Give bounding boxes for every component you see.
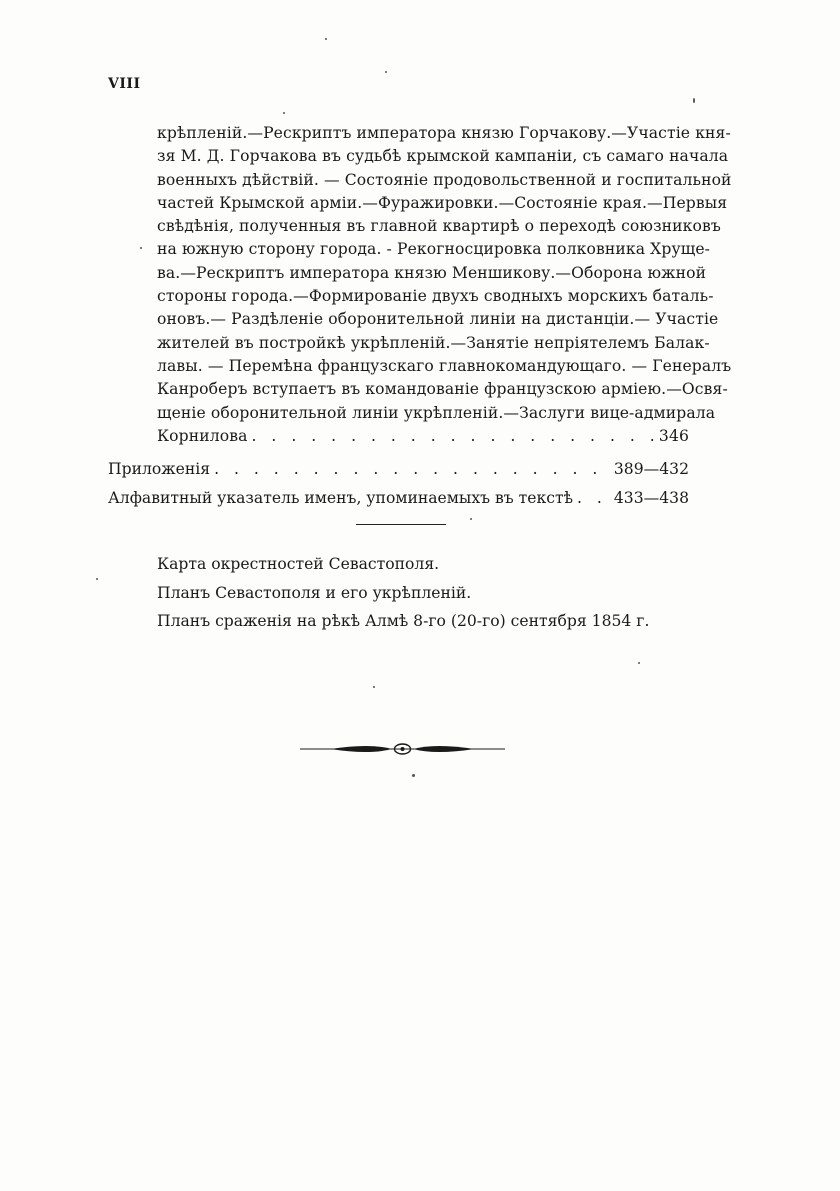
paper-speck xyxy=(140,247,142,249)
toc-entries xyxy=(108,455,689,513)
page-number: VIII xyxy=(108,76,141,92)
paragraph-line: жителей въ постройкѣ укрѣпленій.—Занятіе непріятелемъ Балак- xyxy=(157,333,710,352)
paper-speck xyxy=(693,98,695,103)
toc-entry-title: Алфавитный указатель именъ, упоминаемыхъ въ текстѣ xyxy=(108,489,574,507)
paragraph-line: лавы. — Перемѣна французскаго главнокомандующаго. — Генералъ xyxy=(157,356,732,375)
paragraph-line: свѣдѣнія, полученныя въ главной квартирѣ о переходѣ союзниковъ xyxy=(157,217,721,236)
map-item: Карта окрестностей Севастополя. xyxy=(157,555,440,573)
maps-list xyxy=(157,550,649,636)
paper-speck xyxy=(283,112,285,114)
paragraph-line: оновъ.— Раздѣленіе оборонительной линіи на дистанціи.— Участіе xyxy=(157,310,719,329)
paragraph-line: частей Крымской арміи.—Фуражировки.—Состояніе края.—Первыя xyxy=(157,193,728,212)
paper-speck xyxy=(638,662,640,664)
paragraph-line: щеніе оборонительной линіи укрѣпленій.—Заслуги вице-адмирала xyxy=(157,403,716,422)
section-divider xyxy=(356,524,446,525)
paper-speck xyxy=(325,38,327,40)
map-item: Планъ Севастополя и его укрѣпленій. xyxy=(157,583,472,602)
contents-paragraph xyxy=(157,122,732,448)
paper-speck xyxy=(373,686,375,688)
paragraph-line: стороны города.—Формированіе двухъ сводныхъ морскихъ баталь- xyxy=(157,287,714,306)
map-item: Планъ сраженія на рѣкѣ Алмѣ 8-го (20-го) сентября 1854 г. xyxy=(157,612,650,630)
paragraph-line: крѣпленій.—Рескриптъ императора князю Горчакову.—Участіе кня- xyxy=(157,124,731,142)
paragraph-line: зя М. Д. Горчакова въ судьбѣ крымской кампаніи, съ самаго начала xyxy=(157,147,729,166)
paper-speck xyxy=(412,774,415,777)
leader-dots xyxy=(210,455,614,484)
toc-page-number: 389—432 xyxy=(613,460,689,478)
ornament-tailpiece-icon xyxy=(300,738,505,760)
paper-speck xyxy=(470,518,472,520)
toc-page-number: 346 xyxy=(658,426,689,445)
toc-page-number: 433—438 xyxy=(613,489,689,507)
toc-row-appendices xyxy=(108,455,689,484)
paragraph-line: военныхъ дѣйствій. — Состояніе продовольственной и госпитальной xyxy=(157,170,732,189)
paragraph-line: на южную сторону города. - Рекогносцировка полковника Хруще- xyxy=(157,240,711,259)
paragraph-line: Канроберъ вступаетъ въ командованіе французскою арміею.—Освя- xyxy=(157,380,728,399)
toc-entry-title: Приложенія xyxy=(108,460,211,478)
toc-entry-title: Корнилова xyxy=(157,426,248,445)
paper-speck xyxy=(96,578,98,580)
toc-row-index xyxy=(108,484,689,513)
toc-row-kornilov xyxy=(157,425,689,448)
leader-dots xyxy=(573,484,614,513)
paper-speck xyxy=(385,71,387,73)
leader-dots xyxy=(248,425,659,448)
paragraph-line: ва.—Рескриптъ императора князю Меншикову.—Оборона южной xyxy=(157,263,707,282)
